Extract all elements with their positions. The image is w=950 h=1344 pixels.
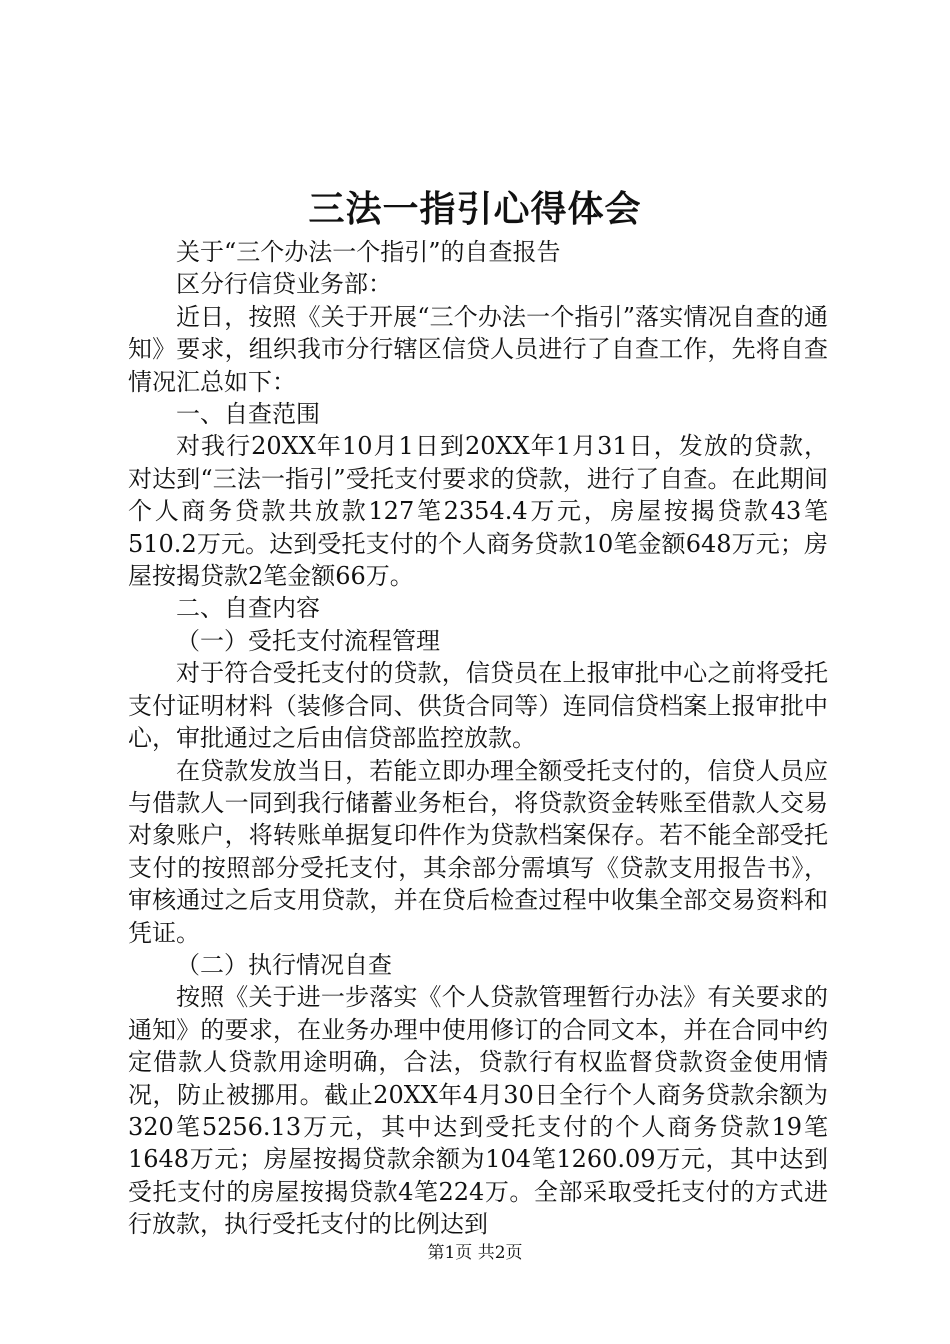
subsection-heading-execution: （二）执行情况自查 [176,950,392,979]
scope-paragraph: 对我行20XX年10月1日到20XX年1月31日，发放的贷款，对达到“三法一指引”受托支付要求的贷款，进行了自查。在此期间个人商务贷款共放款127笔2354.4万元，房屋按揭贷款43笔510.2万元。达到受托支付的个人商务贷款10笔金额648万元；房屋按揭贷款2笔金额66万。 [128,432,828,591]
subsection-heading-process: （一）受托支付流程管理 [176,626,440,655]
document-title: 三法一指引心得体会 [308,188,642,230]
execution-paragraph: 按照《关于进一步落实《个人贷款管理暂行办法》有关要求的通知》的要求，在业务办理中使用修订的合同文本，并在合同中约定借款人贷款用途明确，合法，贷款行有权监督贷款资金使用情况，防止被挪用。截止20XX年4月30日全行个人商务贷款余额为320笔5256.13万元，其中达到受托支付的个人商务贷款19笔1648万元；房屋按揭贷款余额为104笔1260.09万元，其中达到受托支付的房屋按揭贷款4笔224万。全部采取受托支付的方式进行放款，执行受托支付的比例达到 [128,983,828,1239]
addressee: 区分行信贷业务部： [176,270,392,299]
intro-paragraph: 近日，按照《关于开展“三个办法一个指引”落实情况自查的通知》要求，组织我市分行辖区信贷人员进行了自查工作，先将自查情况汇总如下： [128,302,828,396]
process-paragraph-1: 对于符合受托支付的贷款，信贷员在上报审批中心之前将受托支付证明材料（装修合同、供货合同等）连同信贷档案上报审批中心，审批通过之后由信贷部监控放款。 [128,659,828,753]
process-paragraph-2: 在贷款发放当日，若能立即办理全额受托支付的，信贷人员应与借款人一同到我行储蓄业务柜台，将贷款资金转账至借款人交易对象账户，将转账单据复印件作为贷款档案保存。若不能全部受托支付的按照部分受托支付，其余部分需填写《贷款支用报告书》，审核通过之后支用贷款，并在贷后检查过程中收集全部交易资料和凭证。 [128,756,828,947]
document-body [128,236,828,1241]
page-number-footer: 第1页 共2页 [427,1243,523,1263]
section-heading-scope: 一、自查范围 [176,400,320,429]
report-heading: 关于“三个办法一个指引”的自查报告 [176,238,561,266]
section-heading-content: 二、自查内容 [176,594,320,623]
